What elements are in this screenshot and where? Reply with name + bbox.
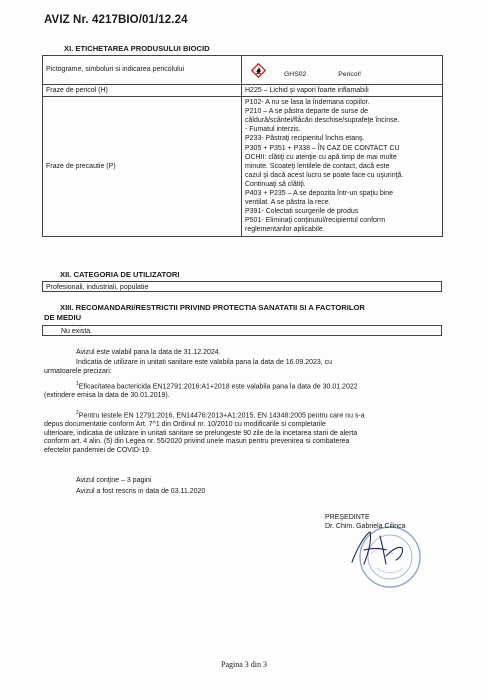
precaution-line: P391- Colectati scurgerile de produs — [245, 208, 359, 216]
precaution-label: Fraze de precautie (P) — [43, 97, 242, 236]
precaution-line: P210 – A se păstra departe de surse de — [245, 108, 368, 116]
biocide-label-table — [42, 55, 443, 237]
note-1-mark: 1 — [76, 381, 79, 387]
table-row — [43, 56, 443, 85]
table-row — [43, 85, 443, 97]
section-13-heading-line1: XIII. RECOMANDARI/RESTRICTII PRIVIND PROTECTIA SANATATII SI A FACTORILOR — [60, 303, 365, 312]
signatory-name: Dr. Chim. Gabriela Cilinca — [325, 523, 406, 530]
page-footer: Pagina 3 din 3 — [221, 660, 267, 669]
precaution-line: P403 + P235 – A se depozita într-un spaţiu bine — [245, 190, 394, 198]
hazard-value: H225 – Lichid şi vapori foarte inflamabili — [242, 85, 443, 97]
table-row — [43, 97, 443, 236]
signatory-role: PREŞEDINTE — [325, 514, 370, 521]
section-12-heading: XII. CATEGORIA DE UTILIZATORI — [60, 270, 180, 279]
precaution-line: minute. Scoateţi lentilele de contact, dacă este — [245, 162, 390, 170]
precaution-line: ventilat. A se păstra la rece. — [245, 199, 331, 207]
rewritten-date-line: Avizul a fost rescris in data de 03.11.2020 — [76, 488, 206, 495]
section-11-heading: XI. ETICHETAREA PRODUSULUI BIOCID — [64, 44, 210, 53]
sanitary-indication-paragraph: Indicatia de utilizare in unitati sanitare este valabila pana la data de 16.09.2023, cu urmatoarele precizari: — [44, 359, 333, 375]
precaution-line: P501- Eliminaţi conţinutul/recipientul conform — [245, 217, 386, 225]
precaution-line: P102- A nu se lasa la îndemana copiilor. — [245, 99, 370, 107]
handwritten-signature — [346, 526, 416, 570]
note-2: $^2$Pentru testele EN 12791:2016, EN14476:2013+A1:2015, EN 14348:2005 pentru care nu s-a depus documentatie conform Art. 7^1 din Ordinul nr. 10/2010 cu modificarile si completarile ulterioare, indicatia de utilizare in unitati sanitare se prelungeste 90 zile de la incetarea starii de alerta conform art. 4 alin. (5) din Legea nr. 55/2020 privind unele masuri pentru prevenirea si combaterea efectelor pandemiei de COVID-19. — [44, 410, 365, 454]
document-title: AVIZ Nr. 4217BIO/01/12.24 — [44, 14, 188, 26]
precaution-line: cazul şi dacă acest lucru se poate face cu uşurinţă. — [245, 171, 404, 179]
precaution-line: OCHII: clătiţi cu atenţie cu apă timp de mai multe — [245, 153, 397, 161]
signature-block — [325, 513, 406, 531]
precaution-line: - Fumatul interzis. — [245, 126, 301, 134]
user-category-box: Profesionali, industriali, populatie — [42, 281, 442, 292]
restrictions-box: Nu exista. — [42, 325, 442, 336]
pictogram-cell — [242, 56, 443, 85]
precaution-line: căldură/scântei/flăcări deschise/suprafeţe încinse. — [245, 117, 400, 125]
precaution-value — [242, 97, 443, 236]
validity-paragraph: Avizul este valabil pana la data de 31.12.2024. — [76, 349, 221, 356]
note-2-mark: 2 — [76, 410, 79, 416]
ghs-code: GHS02 — [284, 71, 307, 79]
precaution-line: P233- Păstraţi recipientul închis etanş. — [245, 135, 365, 143]
hazard-label: Fraze de pericol (H) — [43, 85, 242, 97]
section-13-heading-line2: DE MEDIU — [44, 313, 82, 322]
flame-pictogram-icon — [251, 63, 266, 78]
note-1: $^1$Eficacitatea bactericida EN12791:2016:A1+2018 este valabila pana la data de 30.01.2022 (extindere emisa la data de 30.01.2019). — [44, 381, 358, 399]
ghs-signal-word: Pericol! — [338, 71, 361, 79]
precaution-line: P305 + P351 + P338 – ÎN CAZ DE CONTACT CU — [245, 144, 400, 152]
precaution-line: Continuaţi să clătiţi. — [245, 180, 306, 188]
pictogram-label: Pictograme, simboluri si indicarea pericolului — [43, 56, 242, 85]
precaution-line: reglementarilor aplicabile. — [245, 226, 325, 234]
page-count-line: Avizul conţine – 3 pagini — [76, 477, 152, 484]
